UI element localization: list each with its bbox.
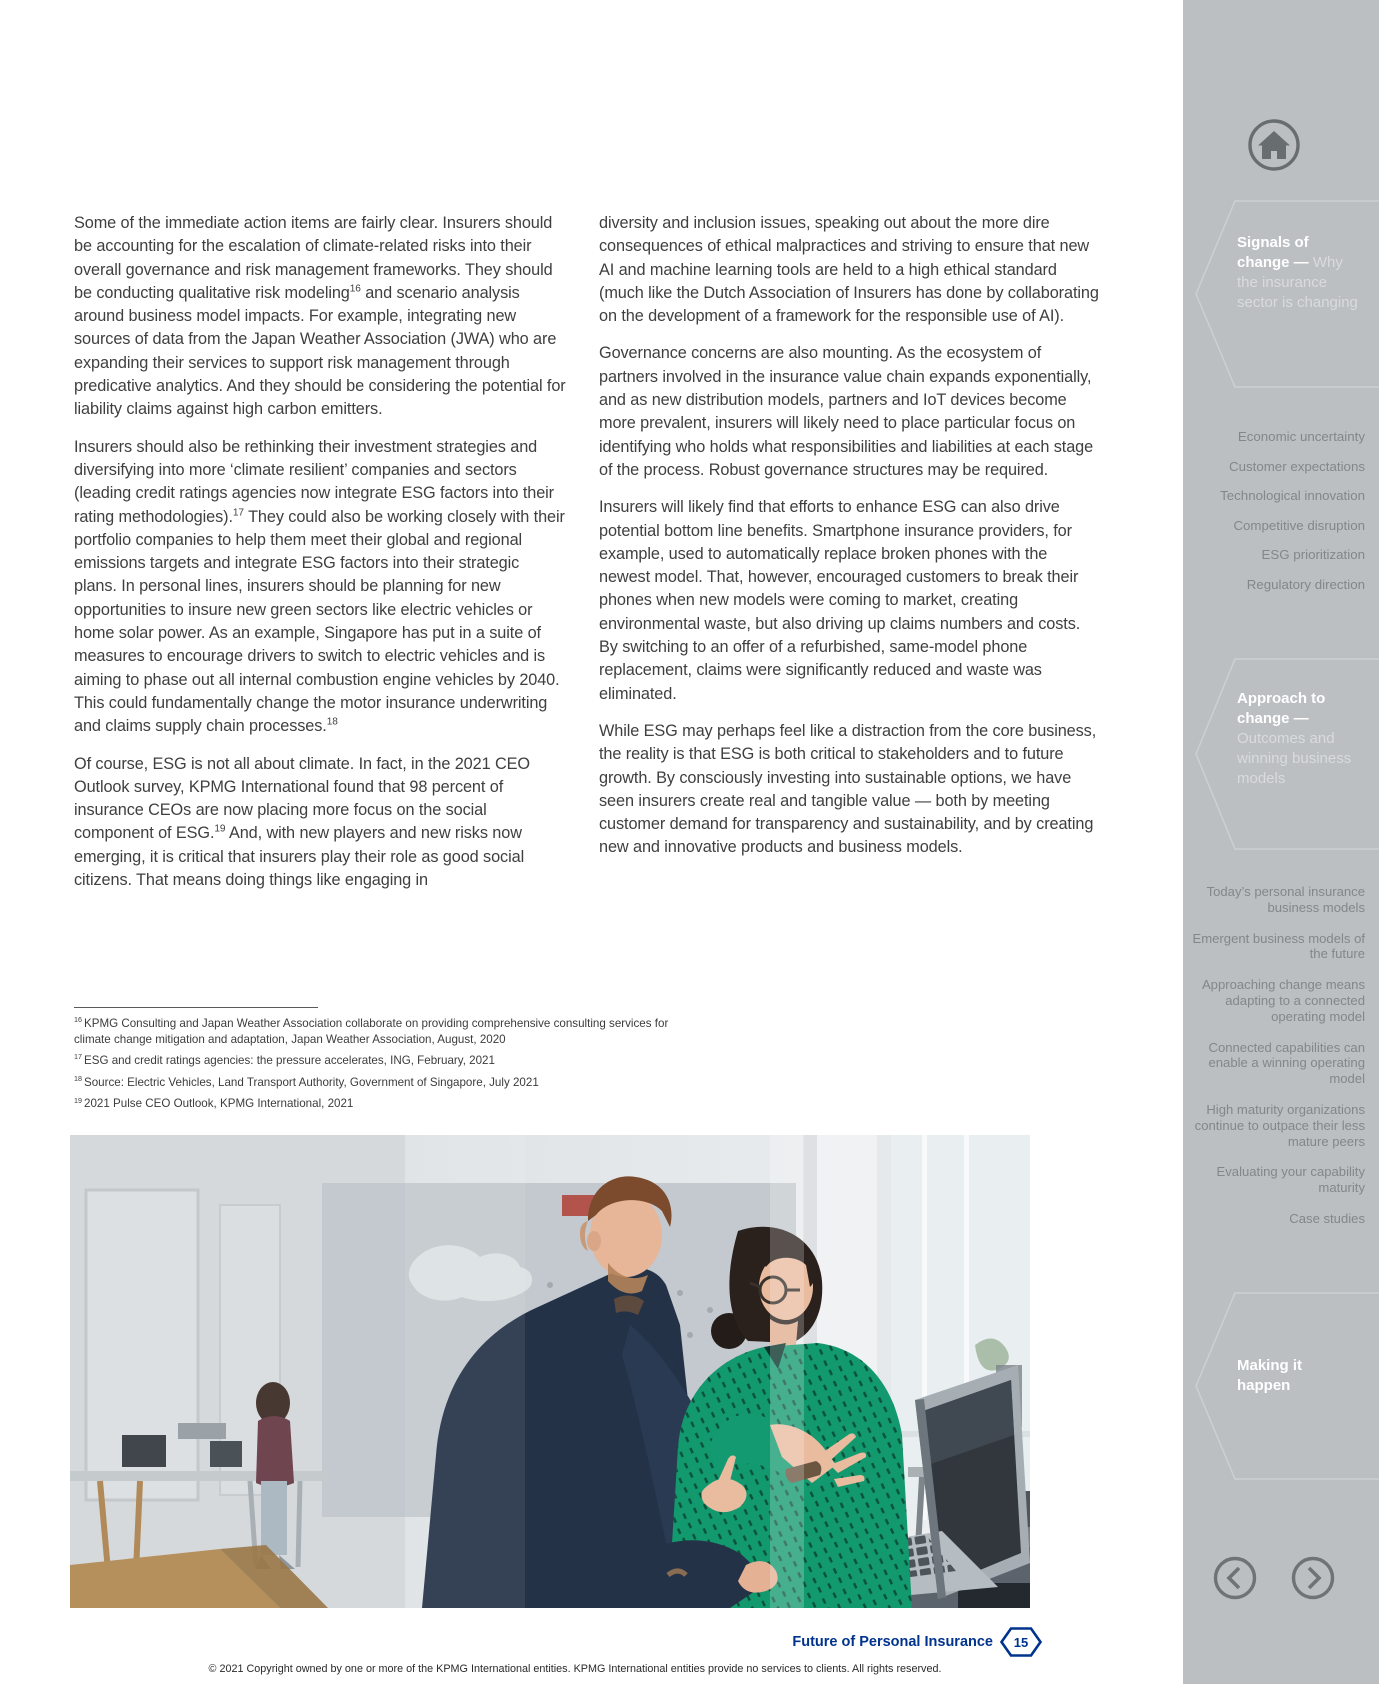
sidebar-section-approach-to-change[interactable]: [1183, 658, 1379, 850]
paragraph: While ESG may perhaps feel like a distraction from the core business, the reality is that ESG is both critical to stakeholders and to future growth. By consciously investing into sustainable options, we have seen insurers create real and tangible value — both by meeting customer demand for transparency and sustainability, and by creating new and innovative products and business models.: [599, 721, 1097, 857]
sidebar-section-signals-of-change[interactable]: [1183, 200, 1379, 388]
sidebar-nav-item[interactable]: ESG prioritization: [1261, 547, 1365, 562]
section-label-rest: Why the insurance sector is changing: [1237, 254, 1358, 311]
sidebar-nav-group-signals: [1183, 428, 1379, 605]
footnote-reference: 18: [326, 716, 338, 728]
section-label-bold: Signals of change —: [1237, 234, 1313, 271]
office-photo: [70, 1135, 1030, 1608]
paragraph: Insurers will likely find that efforts to enhance ESG can also drive potential bottom line benefits. Smartphone insurance providers, for example, used to automatically replace broken phones with the newest model. That, however, encouraged customers to break their phones when new models were coming to market, creating environmental waste, but also driving up claims numbers and costs. By switching to an offer of a refurbished, same-model phone replacement, claims were significantly reduced and waste was eliminated.: [599, 498, 1081, 703]
sidebar-nav-item[interactable]: Economic uncertainty: [1237, 429, 1365, 444]
section-label: [1237, 233, 1359, 313]
footnote-reference: 17: [232, 507, 244, 519]
footnote: $^{18}$ Source: Electric Vehicles, Land Transport Authority, Government of Singapore, July 2021: [74, 1073, 539, 1089]
sidebar-nav-item[interactable]: Emergent business models of the future: [1192, 930, 1365, 962]
sidebar-nav-item[interactable]: Evaluating your capability maturity: [1216, 1164, 1365, 1196]
sidebar-nav-item[interactable]: High maturity organizations continue to outpace their less mature peers: [1194, 1101, 1365, 1149]
sidebar-nav-item[interactable]: Today’s personal insurance business models: [1206, 884, 1365, 915]
sidebar-nav-item[interactable]: Case studies: [1289, 1210, 1365, 1226]
paragraph: Governance concerns are also mounting. As the ecosystem of partners involved in the insurance value chain expands exponentially, and as new distribution models, partners and IoT devices become more prevalent, insurers will likely need to place particular focus on identifying who holds what responsibilities and liabilities at each stage of the process. Robust governance structures may be required.: [599, 344, 1094, 479]
sidebar-nav-group-approach: [1183, 884, 1379, 1242]
sidebar-nav-item[interactable]: Approaching change means adapting to a connected operating model: [1201, 977, 1365, 1024]
sidebar-section-making-it-happen[interactable]: [1183, 1292, 1379, 1480]
home-icon: [1247, 118, 1301, 172]
page-number-hexagon: [1000, 1627, 1042, 1657]
sidebar-nav-item[interactable]: Regulatory direction: [1246, 576, 1365, 592]
sidebar-nav-item[interactable]: Customer expectations: [1229, 458, 1365, 474]
footer: [70, 1627, 1042, 1657]
sidebar-nav-item[interactable]: Technological innovation: [1220, 488, 1365, 503]
footnote: $^{16}$ KPMG Consulting and Japan Weather Association collaborate on providing comprehensive consulting services for climate change mitigation and adaptation, Japan Weather Association, August, 2020: [74, 1015, 669, 1046]
previous-page-button[interactable]: [1213, 1556, 1257, 1600]
paragraph: Insurers should also be rethinking their investment strategies and diversifying into more ‘climate resilient’ companies and sectors (leading credit ratings agencies now integrate ESG factors into their rating methodologies).$^{17}$ They could also be working closely with their portfolio companies to help them meet their global and regional emissions targets and integrate ESG factors into their strategic plans. In personal lines, insurers should be planning for new opportunities to insure new green sectors like electric vehicles or home solar power. As an example, Singapore has put in a suite of measures to encourage drivers to switch to electric vehicles and is aiming to phase out all internal combustion engine vehicles by 2040. This could fundamentally change the motor insurance underwriting and claims supply chain processes.$^{18}$: [74, 437, 565, 736]
sidebar-nav-item[interactable]: Connected capabilities can enable a winning operating model: [1208, 1039, 1365, 1087]
section-label: [1237, 1356, 1359, 1396]
paragraph: diversity and inclusion issues, speaking out about the more dire consequences of ethical malpractices and striving to ensure that new AI and machine learning tools are held to a high ethical standard (much like the Dutch Association of Insurers has done by collaborating on the development of a framework for the responsible use of AI).: [599, 214, 1099, 326]
section-label-bold: Making it happen: [1237, 1357, 1303, 1394]
footnote: $^{17}$ ESG and credit ratings agencies: the pressure accelerates, ING, February, 2021: [74, 1052, 495, 1068]
report-title: Future of Personal Insurance: [792, 1634, 993, 1650]
footnote-number: 17: [74, 1052, 82, 1062]
section-label-bold: Approach to change —: [1237, 690, 1326, 727]
next-page-button[interactable]: [1291, 1556, 1335, 1600]
footnote-list: [74, 1016, 674, 1118]
article-right-column: [599, 212, 1099, 874]
paragraph: Of course, ESG is not all about climate. In fact, in the 2021 CEO Outlook survey, KPMG International found that 98 percent of insurance CEOs are now placing more focus on the social component of ESG.$^{19}$ And, with new players and new risks now emerging, it is critical that insurers play their role as good social citizens. That means doing things like engaging in: [74, 754, 530, 890]
article-left-column: [74, 212, 566, 906]
footnote-divider: [74, 1007, 318, 1008]
footnote-number: 16: [74, 1015, 82, 1025]
home-button[interactable]: [1247, 118, 1301, 172]
section-label: [1237, 689, 1359, 789]
page-number: 15: [1013, 1634, 1029, 1650]
paragraph: Some of the immediate action items are fairly clear. Insurers should be accounting for the escalation of climate-related risks into their overall governance and risk management frameworks. They should be conducting qualitative risk modeling$^{16}$ and scenario analysis around business model impacts. For example, integrating new sources of data from the Japan Weather Association (JWA) who are expanding their services to support risk management through predicative analytics. And they should be considering the potential for liability claims against high carbon emitters.: [74, 214, 566, 419]
footnote: $^{19}$ 2021 Pulse CEO Outlook, KPMG International, 2021: [74, 1095, 354, 1111]
footnote-number: 18: [74, 1073, 82, 1083]
chevron-right-icon: [1291, 1556, 1335, 1600]
office-photo-illustration: [70, 1135, 1030, 1608]
chevron-left-icon: [1213, 1556, 1257, 1600]
sidebar-nav-item[interactable]: Competitive disruption: [1233, 517, 1365, 533]
footnote-reference: 19: [214, 824, 226, 835]
copyright-notice: © 2021 Copyright owned by one or more of the KPMG International entities. KPMG International entities provide no services to clients. All rights reserved.: [208, 1663, 942, 1675]
footnote-number: 19: [74, 1095, 82, 1105]
section-label-rest: Outcomes and winning business models: [1237, 730, 1352, 787]
footnote-reference: 16: [349, 283, 361, 295]
